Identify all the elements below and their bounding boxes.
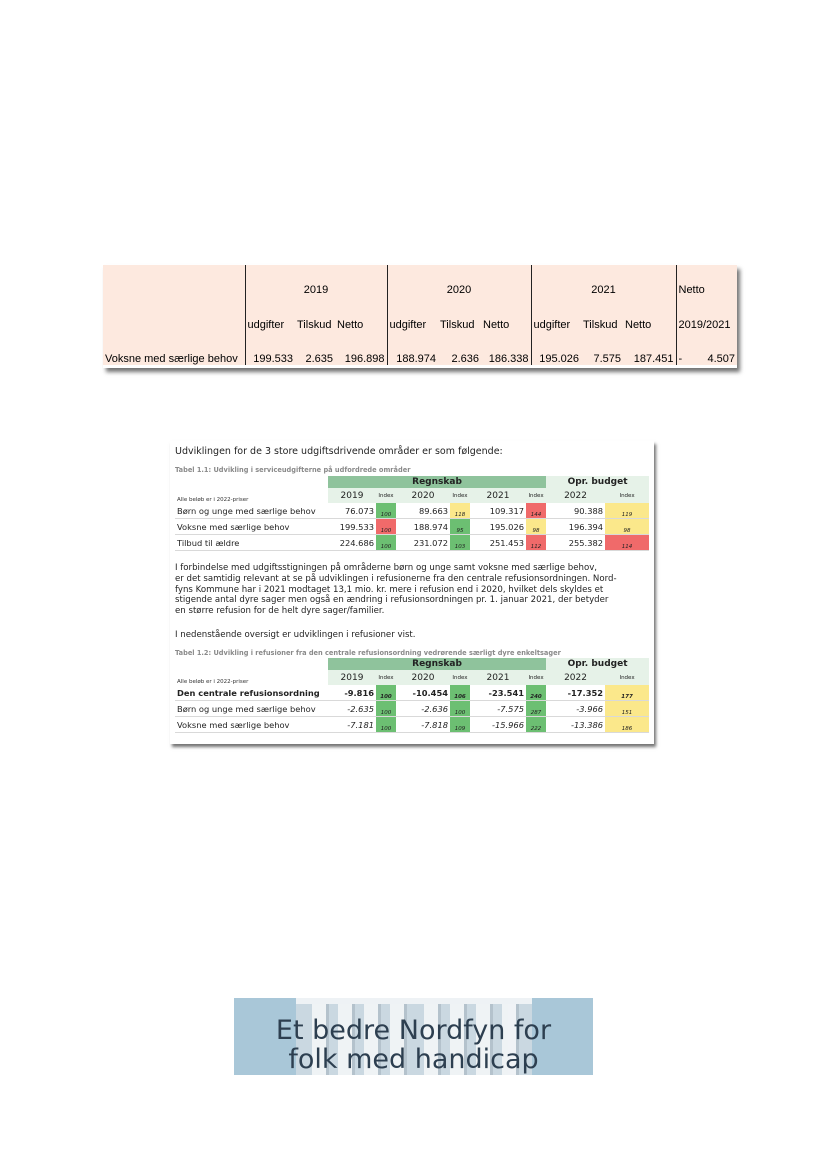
excel-col-tilskud-2019: Tilskud [297, 319, 332, 332]
table2-index: 186 [605, 717, 649, 733]
table2-index-header: Index [526, 670, 546, 685]
excel-cell: 188.974 [396, 353, 436, 365]
table2-index: 151 [605, 701, 649, 717]
table1-value: 195.026 [470, 519, 526, 535]
table1-index-header: Index [526, 488, 546, 503]
table2-index: 100 [450, 701, 470, 717]
excel-col-tilskud-2021: Tilskud [583, 319, 618, 332]
table1-row [175, 535, 649, 551]
table1-value: 251.453 [470, 535, 526, 551]
table1-value: 76.073 [328, 503, 376, 519]
table1-value: 199.533 [328, 519, 376, 535]
table1-value: 231.072 [396, 535, 450, 551]
table2-year: 2019 [328, 670, 376, 685]
table1-index: 112 [526, 535, 546, 551]
table1-index: 103 [450, 535, 470, 551]
table2-index: 100 [376, 701, 396, 717]
table2-value: -7.181 [328, 717, 376, 733]
table2-row [175, 701, 649, 717]
table2-row-label: Den centrale refusionsordning [175, 685, 328, 701]
table1-index: 100 [376, 503, 396, 519]
table2-row-label: Børn og unge med særlige behov [175, 701, 328, 717]
table1-row-label: Voksne med særlige behov [175, 519, 328, 535]
table2-year: 2021 [470, 670, 526, 685]
table1-value: 109.317 [470, 503, 526, 519]
excel-cell: 2.635 [305, 353, 333, 365]
table2-value: -7.818 [396, 717, 450, 733]
table1-index: 144 [526, 503, 546, 519]
table2-group-regnskab: Regnskab [328, 658, 546, 670]
table2-value: -9.816 [328, 685, 376, 701]
excel-diff-value: 4.507 [707, 353, 735, 365]
table1-index: 98 [605, 519, 649, 535]
table2-value: -17.352 [546, 685, 605, 701]
table2-index-header: Index [605, 670, 649, 685]
table1-row [175, 519, 649, 535]
excel-data-row [103, 344, 737, 365]
excel-netto-header: Netto [678, 284, 705, 296]
table2-group-budget: Opr. budget [546, 658, 649, 670]
table1-caption: Tabel 1.1: Udvikling i serviceudgifterne på udfordrede områder [175, 466, 411, 474]
table1-row-label: Børn og unge med særlige behov [175, 503, 328, 519]
table1-index: 98 [526, 519, 546, 535]
excel-cell: 2.636 [451, 353, 479, 365]
excel-cell: 7.575 [593, 353, 621, 365]
banner-line-2: folk med handicap [288, 1044, 539, 1075]
table2-value: -3.966 [546, 701, 605, 717]
excel-col-netto-2020: Netto [481, 315, 531, 336]
excel-expense-table [103, 265, 737, 365]
banner-line-1: Et bedre Nordfyn for [275, 1015, 552, 1046]
excel-cell: 195.026 [539, 353, 579, 365]
table2-value: -13.386 [546, 717, 605, 733]
table2-index: 177 [605, 685, 649, 701]
table1-group-budget: Opr. budget [546, 476, 649, 488]
report-excerpt-image [170, 441, 654, 744]
table2-value: -7.575 [470, 701, 526, 717]
excel-cell: 196.898 [335, 344, 387, 365]
table2-value: -2.635 [328, 701, 376, 717]
excel-year-2021: 2021 [531, 265, 676, 315]
excel-year-2020: 2020 [387, 265, 531, 315]
table2-row-label: Voksne med særlige behov [175, 717, 328, 733]
table1-group-regnskab: Regnskab [328, 476, 546, 488]
table2-unit-label: Alle beløb er i 2022-priser [175, 670, 328, 685]
table1-index: 119 [605, 503, 649, 519]
table2-index: 106 [450, 685, 470, 701]
excel-col-period: 2019/2021 [678, 319, 731, 332]
table1-value: 255.382 [546, 535, 605, 551]
report-paragraph-1: I forbindelse med udgiftsstigningen på områderne børn og unge samt voksne med særlige behov, er det samtidig relevant at se på udviklingen i refusionerne fra den centrale refusionsordningen. Nord- fyns Kommune har i 2021 modtaget 13,1 mio. kr. mere i refusion end i 2020, hvilket dels skyldes et stigende antal dyre sager men også en ændring i refusionsordningen pr. 1. januar 2021, der betyder en større refusion for de helt dyre sager/familier. [175, 563, 617, 617]
excel-diff-sign: - [678, 353, 683, 365]
table1-index-header: Index [605, 488, 649, 503]
campaign-banner [234, 998, 593, 1075]
table1-value: 196.394 [546, 519, 605, 535]
excel-col-netto-2019: Netto [335, 315, 387, 336]
table1-value: 90.388 [546, 503, 605, 519]
table1-index: 118 [450, 503, 470, 519]
table1-year: 2020 [396, 488, 450, 503]
excel-col-udgifter-2019: udgifter [247, 319, 285, 332]
excel-col-udgifter-2020: udgifter [389, 319, 427, 332]
table2-index: 100 [376, 685, 396, 701]
excel-row-label: Voksne med særlige behov [103, 344, 245, 365]
table2-value: -23.541 [470, 685, 526, 701]
excel-table-image [103, 265, 737, 368]
excel-cell: 186.338 [481, 344, 531, 365]
table1-row [175, 503, 649, 519]
table1-index-header: Index [450, 488, 470, 503]
table2-index: 222 [526, 717, 546, 733]
table2-row [175, 685, 649, 701]
excel-cell: 199.533 [253, 353, 293, 365]
excel-col-udgifter-2021: udgifter [533, 319, 571, 332]
excel-diff-cell [676, 344, 737, 365]
table2-index-header: Index [376, 670, 396, 685]
table1-index: 100 [376, 535, 396, 551]
refusion-table [175, 658, 649, 733]
table1-index: 100 [376, 519, 396, 535]
table1-year: 2021 [470, 488, 526, 503]
table2-value: -2.636 [396, 701, 450, 717]
table1-value: 89.663 [396, 503, 450, 519]
table2-index-header: Index [450, 670, 470, 685]
report-paragraph-2: I nedenstående oversigt er udviklingen i refusioner vist. [175, 630, 416, 640]
excel-year-2019: 2019 [245, 265, 387, 315]
table2-caption: Tabel 1.2: Udvikling i refusioner fra den centrale refusionsordning vedrørende særligt dyre enkeltsager [175, 649, 561, 657]
excel-label-header [103, 265, 245, 315]
table1-unit-label: Alle beløb er i 2022-priser [175, 488, 328, 503]
table1-value: 188.974 [396, 519, 450, 535]
table1-year: 2019 [328, 488, 376, 503]
report-intro: Udviklingen for de 3 store udgiftsdrivende områder er som følgende: [175, 446, 503, 457]
table1-row-label: Tilbud til ældre [175, 535, 328, 551]
table2-value: -10.454 [396, 685, 450, 701]
excel-col-netto-2021: Netto [623, 315, 676, 336]
table1-index-header: Index [376, 488, 396, 503]
table2-index: 100 [376, 717, 396, 733]
table2-index: 287 [526, 701, 546, 717]
table1-index: 114 [605, 535, 649, 551]
table1-value: 224.686 [328, 535, 376, 551]
excel-col-tilskud-2020: Tilskud [440, 319, 475, 332]
excel-cell: 187.451 [623, 344, 676, 365]
table2-row [175, 717, 649, 733]
table2-year: 2020 [396, 670, 450, 685]
table2-year: 2022 [546, 670, 605, 685]
table2-index: 240 [526, 685, 546, 701]
table1-index: 95 [450, 519, 470, 535]
table1-year: 2022 [546, 488, 605, 503]
table2-value: -15.966 [470, 717, 526, 733]
table2-index: 109 [450, 717, 470, 733]
service-expense-table [175, 476, 649, 551]
